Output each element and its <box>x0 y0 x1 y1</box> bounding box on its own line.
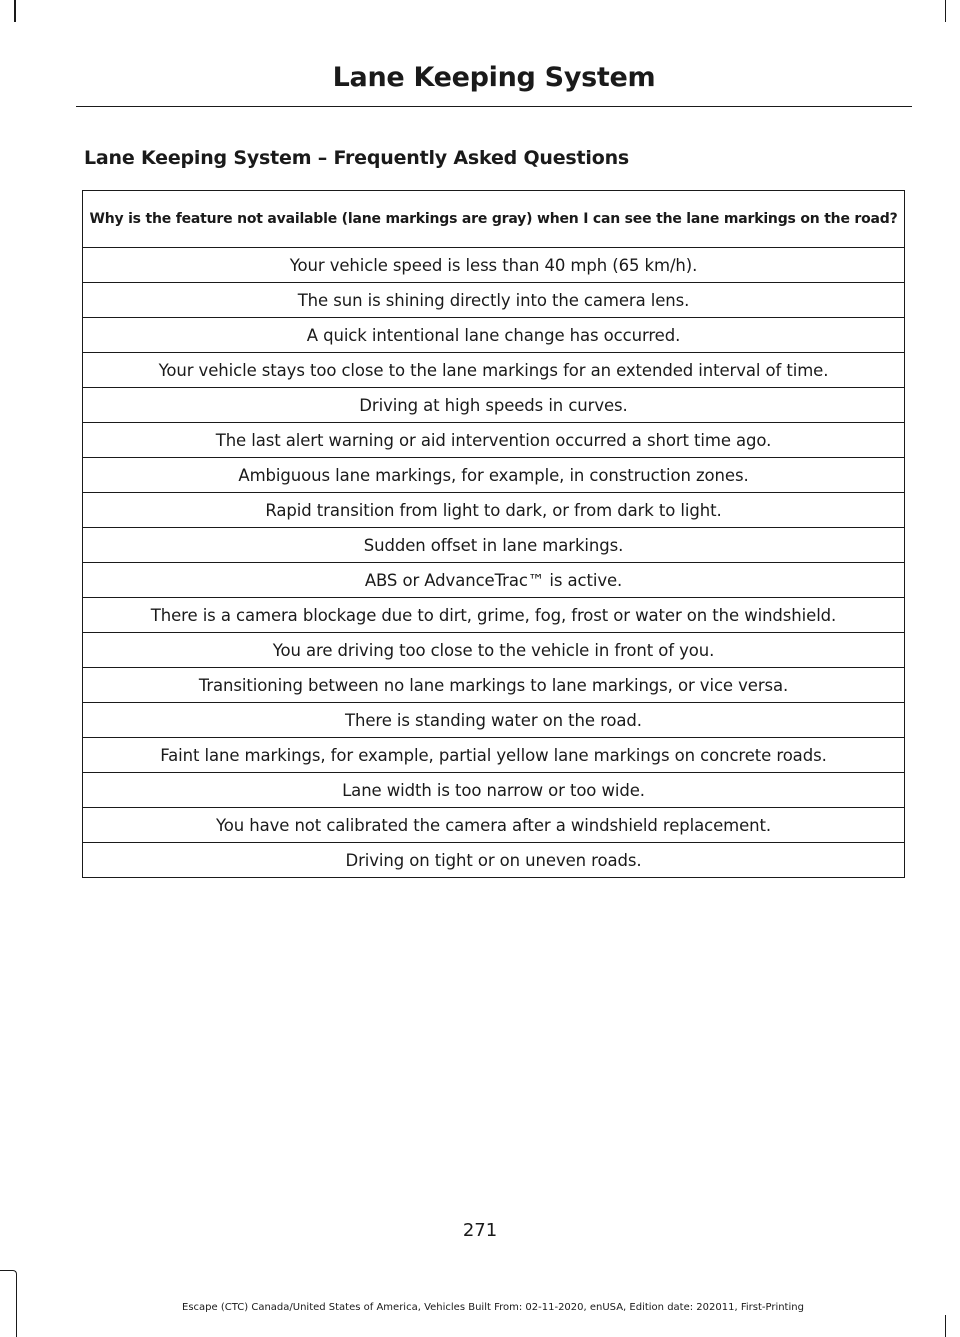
faq-answer: Your vehicle speed is less than 40 mph (65 km/h). <box>83 248 905 283</box>
faq-answer: A quick intentional lane change has occurred. <box>83 318 905 353</box>
crop-mark-top-right <box>945 0 947 22</box>
faq-table <box>82 190 905 878</box>
table-row <box>83 318 905 353</box>
table-row <box>83 248 905 283</box>
faq-answer: Sudden offset in lane markings. <box>83 528 905 563</box>
table-row <box>83 423 905 458</box>
table-row <box>83 668 905 703</box>
table-row <box>83 808 905 843</box>
faq-answer: There is standing water on the road. <box>83 703 905 738</box>
faq-question-row <box>83 191 905 248</box>
faq-answer: Faint lane markings, for example, partial yellow lane markings on concrete roads. <box>83 738 905 773</box>
faq-answer: Ambiguous lane markings, for example, in construction zones. <box>83 458 905 493</box>
faq-answer: You have not calibrated the camera after a windshield replacement. <box>83 808 905 843</box>
section-title: Lane Keeping System – Frequently Asked Questions <box>84 147 629 169</box>
table-row <box>83 738 905 773</box>
faq-answer: ABS or AdvanceTrac™ is active. <box>83 563 905 598</box>
table-row <box>83 528 905 563</box>
faq-answer: Driving at high speeds in curves. <box>83 388 905 423</box>
table-row <box>83 633 905 668</box>
table-row <box>83 563 905 598</box>
table-row <box>83 703 905 738</box>
page-number: 271 <box>462 1220 498 1241</box>
table-row <box>83 458 905 493</box>
faq-answer: Transitioning between no lane markings to lane markings, or vice versa. <box>83 668 905 703</box>
faq-answer: Rapid transition from light to dark, or from dark to light. <box>83 493 905 528</box>
table-row <box>83 843 905 878</box>
faq-question: Why is the feature not available (lane markings are gray) when I can see the lane markings on the road? <box>83 191 905 248</box>
footer-edition-text: Escape (CTC) Canada/United States of America, Vehicles Built From: 02-11-2020, enUSA, Edition date: 202011, First-Printing <box>182 1302 804 1313</box>
table-row <box>83 598 905 633</box>
faq-answer: The sun is shining directly into the camera lens. <box>83 283 905 318</box>
table-row <box>83 388 905 423</box>
faq-answer: Your vehicle stays too close to the lane markings for an extended interval of time. <box>83 353 905 388</box>
page-header-title: Lane Keeping System <box>332 62 656 93</box>
header-divider <box>76 106 912 107</box>
faq-answer: Lane width is too narrow or too wide. <box>83 773 905 808</box>
crop-mark-bottom-right <box>945 1315 947 1337</box>
table-row <box>83 493 905 528</box>
faq-answer: Driving on tight or on uneven roads. <box>83 843 905 878</box>
table-row <box>83 353 905 388</box>
faq-answer: You are driving too close to the vehicle in front of you. <box>83 633 905 668</box>
faq-answer: There is a camera blockage due to dirt, grime, fog, frost or water on the windshield. <box>83 598 905 633</box>
table-row <box>83 283 905 318</box>
faq-answer: The last alert warning or aid intervention occurred a short time ago. <box>83 423 905 458</box>
table-row <box>83 773 905 808</box>
crop-mark-top-left <box>14 0 16 22</box>
